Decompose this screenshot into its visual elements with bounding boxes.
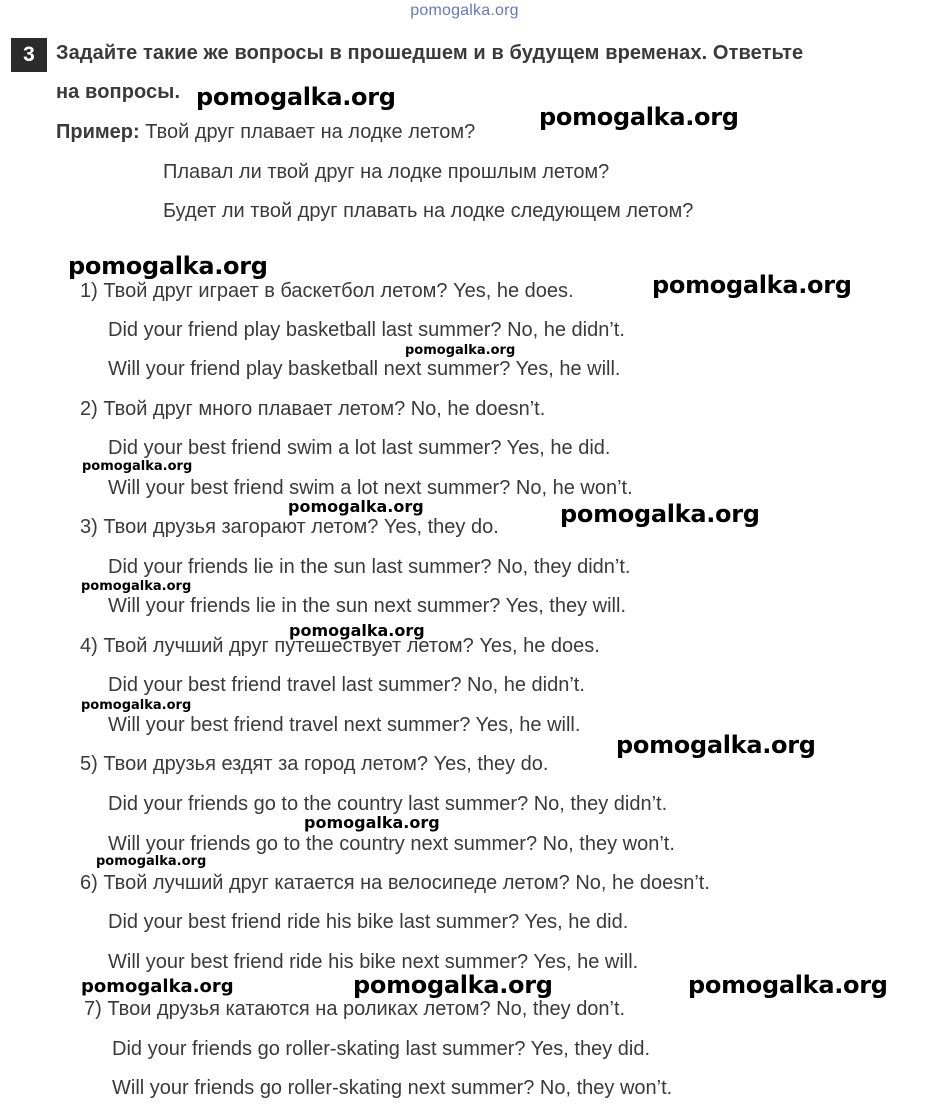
watermark: pomogalka.org bbox=[560, 500, 760, 528]
item-3-future: Will your friends lie in the sun next summer? Yes, they will. bbox=[108, 595, 626, 617]
item-1-past: Did your friend play basketball last summer? No, he didn’t. bbox=[108, 319, 625, 341]
item-3-past: Did your friends lie in the sun last summer? No, they didn’t. bbox=[108, 556, 631, 578]
example-line bbox=[56, 121, 475, 144]
item-4-past: Did your best friend travel last summer? No, he didn’t. bbox=[108, 674, 585, 696]
watermark: pomogalka.org bbox=[82, 459, 193, 474]
watermark: pomogalka.org bbox=[196, 83, 396, 111]
item-7-question: 7) Твои друзья катаются на роликах летом? No, they don’t. bbox=[84, 998, 626, 1020]
watermark: pomogalka.org bbox=[688, 971, 888, 999]
item-2-future: Will your best friend swim a lot next summer? No, he won’t. bbox=[108, 477, 633, 499]
item-2-past: Did your best friend swim a lot last summer? Yes, he did. bbox=[108, 437, 611, 459]
instruction-line-2: на вопросы. bbox=[56, 81, 181, 103]
watermark: pomogalka.org bbox=[353, 971, 553, 999]
item-3-question: 3) Твои друзья загорают летом? Yes, they do. bbox=[80, 516, 499, 538]
item-4-question: 4) Твой лучший друг путешествует летом? Yes, he does. bbox=[80, 635, 600, 657]
watermark: pomogalka.org bbox=[81, 698, 192, 713]
watermark: pomogalka.org bbox=[96, 854, 207, 869]
item-5-question: 5) Твои друзья ездят за город летом? Yes, they do. bbox=[80, 753, 549, 775]
example-past: Плавал ли твой друг на лодке прошлым летом? bbox=[163, 161, 610, 183]
header-watermark: pomogalka.org bbox=[410, 2, 519, 19]
watermark: pomogalka.org bbox=[289, 621, 425, 640]
item-4-future: Will your best friend travel next summer? Yes, he will. bbox=[108, 714, 581, 736]
instruction-line-1: Задайте такие же вопросы в прошедшем и в будущем временах. Ответьте bbox=[56, 42, 804, 64]
item-5-past: Did your friends go to the country last summer? No, they didn’t. bbox=[108, 793, 668, 815]
item-1-question: 1) Твой друг играет в баскетбол летом? Yes, he does. bbox=[80, 280, 574, 302]
example-question: Твой друг плавает на лодке летом? bbox=[145, 121, 476, 143]
example-label: Пример: bbox=[56, 121, 140, 143]
watermark: pomogalka.org bbox=[616, 731, 816, 759]
exercise-number-badge: 3 bbox=[11, 38, 47, 72]
item-7-future: Will your friends go roller-skating next summer? No, they won’t. bbox=[112, 1077, 673, 1099]
item-6-future: Will your best friend ride his bike next summer? Yes, he will. bbox=[108, 951, 639, 973]
watermark: pomogalka.org bbox=[652, 271, 852, 299]
watermark: pomogalka.org bbox=[68, 252, 268, 280]
watermark: pomogalka.org bbox=[539, 103, 739, 131]
item-6-past: Did your best friend ride his bike last summer? Yes, he did. bbox=[108, 911, 629, 933]
watermark: pomogalka.org bbox=[81, 579, 192, 594]
watermark: pomogalka.org bbox=[405, 343, 516, 358]
item-2-question: 2) Твой друг много плавает летом? No, he doesn’t. bbox=[80, 398, 546, 420]
watermark: pomogalka.org bbox=[288, 497, 424, 516]
watermark: pomogalka.org bbox=[304, 813, 440, 832]
example-future: Будет ли твой друг плавать на лодке следующем летом? bbox=[163, 200, 694, 222]
item-5-future: Will your friends go to the country next summer? No, they won’t. bbox=[108, 833, 675, 855]
item-7-past: Did your friends go roller-skating last summer? Yes, they did. bbox=[112, 1038, 651, 1060]
watermark: pomogalka.org bbox=[81, 976, 234, 997]
item-1-future: Will your friend play basketball next summer? Yes, he will. bbox=[108, 358, 621, 380]
item-6-question: 6) Твой лучший друг катается на велосипеде летом? No, he doesn’t. bbox=[80, 872, 710, 894]
